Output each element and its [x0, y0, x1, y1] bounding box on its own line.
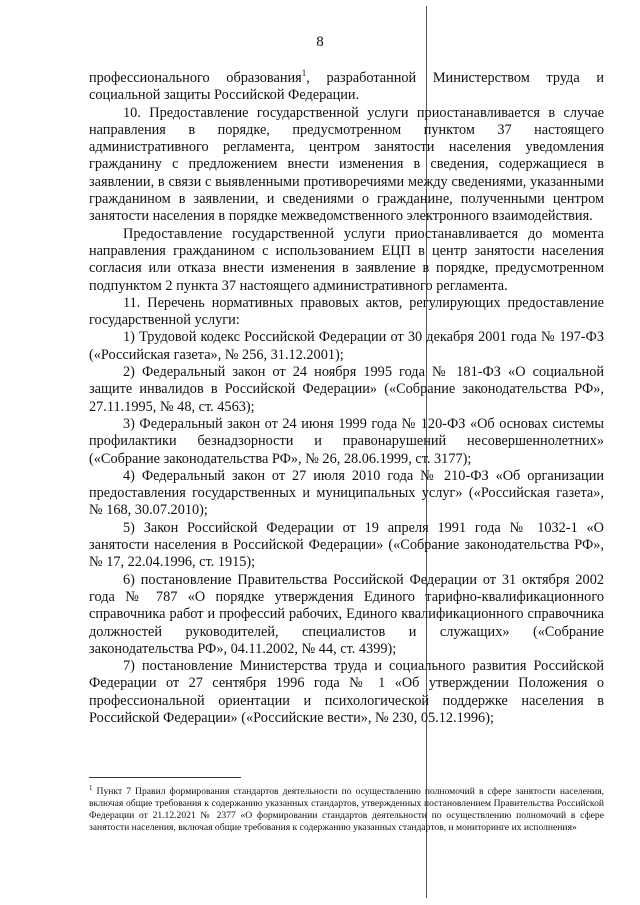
page-number: 8 — [316, 34, 324, 50]
list-item: 4) Федеральный закон от 27 июля 2010 года № 210-ФЗ «Об организации предоставления государственных и муниципальных услуг» («Российская газета», № 168, 30.07.2010); — [89, 467, 604, 519]
list-item: 7) постановление Министерства труда и социального развития Российской Федерации от 27 сентября 1996 года № 1 «Об утверждении Положения о профессиональной ориентации и психологической поддержке населения в Российской Федерации» («Российские вести», № 230, 05.12.1996); — [89, 658, 604, 726]
footnote-ref: 1 — [301, 68, 307, 79]
footnote-divider — [89, 777, 241, 778]
footnote-mark: 1 — [89, 783, 93, 792]
list-item: 3) Федеральный закон от 24 июня 1999 года № 120-ФЗ «Об основах системы профилактики безнадзорности и правонарушений несовершеннолетних» («Собрание законодательства РФ», № 26, 28.06.1999, ст. 3177); — [89, 415, 604, 467]
document-body — [89, 70, 604, 727]
paragraph: 10. Предоставление государственной услуги приостанавливается в случае направления в порядке, предусмотренном пунктом 37 настоящего административного регламента, центром занятости населения уведомления гражданину с предложением внести изменения в сведения, содержащиеся в заявлении, в связи с выявленными противоречиями между сведениями, указанными гражданином в заявлении, и сведениями о гражданине, полученными центром занятости населения в порядке межведомственного электронного взаимодействия. — [89, 104, 604, 225]
footnote: $^1$ Пункт 7 Правил формирования стандартов деятельности по осуществлению полномочий в сфере занятости населения, включая общие требования к содержанию указанных стандартов, утвержденных постановлением Правительства Российской Федерации от 21.12.2021 № 2377 «О формировании стандартов деятельности по осуществлению полномочий в сфере занятости населения, включая общие требования к содержанию указанных стандартов, и мониторинге их исполнения» — [89, 783, 604, 833]
list-item: 6) постановление Правительства Российской Федерации от 31 октября 2002 года № 787 «О порядке утверждения Единого тарифно-квалификационного справочника работ и профессий рабочих, Единого квалификационного справочника должностей руководителей, специалистов и служащих» («Собрание законодательства РФ», 04.11.2002, № 44, ст. 4399); — [89, 571, 604, 657]
paragraph: Предоставление государственной услуги приостанавливается до момента направления гражданином с использованием ЕЦП в центр занятости населения согласия или отказа внести изменения в заявление в порядке, предусмотренном подпунктом 2 пункта 37 настоящего административного регламента. — [89, 225, 604, 294]
paragraph: 11. Перечень нормативных правовых актов, регулирующих предоставление государственной услуги: — [89, 294, 604, 329]
list-item: 1) Трудовой кодекс Российской Федерации от 30 декабря 2001 года № 197-ФЗ («Российская газета», № 256, 31.12.2001); — [89, 329, 604, 363]
paragraph: профессионального образования$^1$, разработанной Министерством труда и социальной защиты Российской Федерации. — [89, 68, 604, 104]
list-item: 2) Федеральный закон от 24 ноября 1995 года № 181-ФЗ «О социальной защите инвалидов в Российской Федерации» («Собрание законодательства РФ», 27.11.1995, № 48, ст. 4563); — [89, 364, 604, 415]
list-item: 5) Закон Российской Федерации от 19 апреля 1991 года № 1032-1 «О занятости населения в Российской Федерации» («Собрание законодательства РФ», № 17, 22.04.1996, ст. 1915); — [89, 519, 604, 571]
